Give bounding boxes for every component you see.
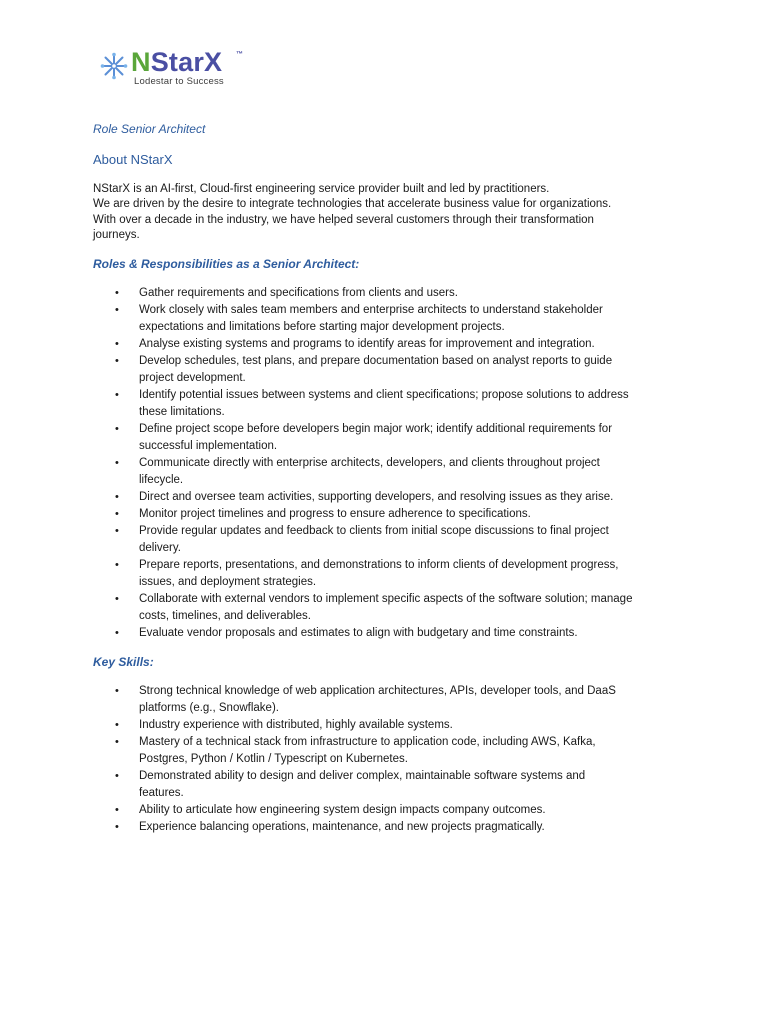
list-item: • Direct and oversee team activities, supporting developers, and resolving issues as they arise. — [93, 489, 633, 506]
role-heading: Role Senior Architect — [93, 122, 206, 136]
about-paragraph — [93, 182, 633, 243]
list-item: • Provide regular updates and feedback to clients from initial scope discussions to final project delivery. — [93, 523, 633, 557]
roles-heading: Roles & Responsibilities as a Senior Architect: — [93, 257, 360, 271]
list-item: • Experience balancing operations, maintenance, and new projects pragmatically. — [93, 819, 633, 836]
list-item: • Analyse existing systems and programs to identify areas for improvement and integration. — [93, 336, 633, 353]
list-item: • Gather requirements and specifications from clients and users. — [93, 285, 633, 302]
list-item: • Develop schedules, test plans, and prepare documentation based on analyst reports to guide project development. — [93, 353, 633, 387]
list-item: • Define project scope before developers begin major work; identify additional requirements for successful implementation. — [93, 421, 633, 455]
skills-list — [93, 683, 633, 836]
list-item: • Mastery of a technical stack from infrastructure to application code, including AWS, Kafka, Postgres, Python / Kotlin / Typescript on Kubernetes. — [93, 734, 633, 768]
list-item: • Industry experience with distributed, highly available systems. — [93, 717, 633, 734]
list-item: • Communicate directly with enterprise architects, developers, and clients throughout project lifecycle. — [93, 455, 633, 489]
about-heading: About NStarX — [93, 152, 173, 167]
list-item: • Evaluate vendor proposals and estimates to align with budgetary and time constraints. — [93, 625, 633, 642]
roles-list — [93, 285, 633, 642]
nstarx-logo — [100, 48, 260, 90]
list-item: • Work closely with sales team members and enterprise architects to understand stakeholder expectations and limitations before starting major development projects. — [93, 302, 633, 336]
list-item: • Monitor project timelines and progress to ensure adherence to specifications. — [93, 506, 633, 523]
logo-trademark: ™ — [236, 51, 243, 58]
list-item: • Ability to articulate how engineering system design impacts company outcomes. — [93, 802, 633, 819]
list-item: • Collaborate with external vendors to implement specific aspects of the software solution; manage costs, timelines, and deliverables. — [93, 591, 633, 625]
star-burst-icon — [100, 52, 128, 80]
logo-wordmark: NStarX — [131, 47, 223, 77]
logo-tagline: Lodestar to Success — [134, 76, 224, 87]
skills-heading: Key Skills: — [93, 655, 154, 669]
list-item: • Demonstrated ability to design and deliver complex, maintainable software systems and features. — [93, 768, 633, 802]
about-line: NStarX is an AI-first, Cloud-first engineering service provider built and led by practitioners. — [93, 183, 550, 195]
about-line: We are driven by the desire to integrate technologies that accelerate business value for organizations. With over a decade in the industry, we have helped several customers through their transformation journeys. — [93, 198, 612, 241]
list-item: • Prepare reports, presentations, and demonstrations to inform clients of development progress, issues, and deployment strategies. — [93, 557, 633, 591]
list-item: • Identify potential issues between systems and client specifications; propose solutions to address these limitations. — [93, 387, 633, 421]
list-item: • Strong technical knowledge of web application architectures, APIs, developer tools, and DaaS platforms (e.g., Snowflake). — [93, 683, 633, 717]
